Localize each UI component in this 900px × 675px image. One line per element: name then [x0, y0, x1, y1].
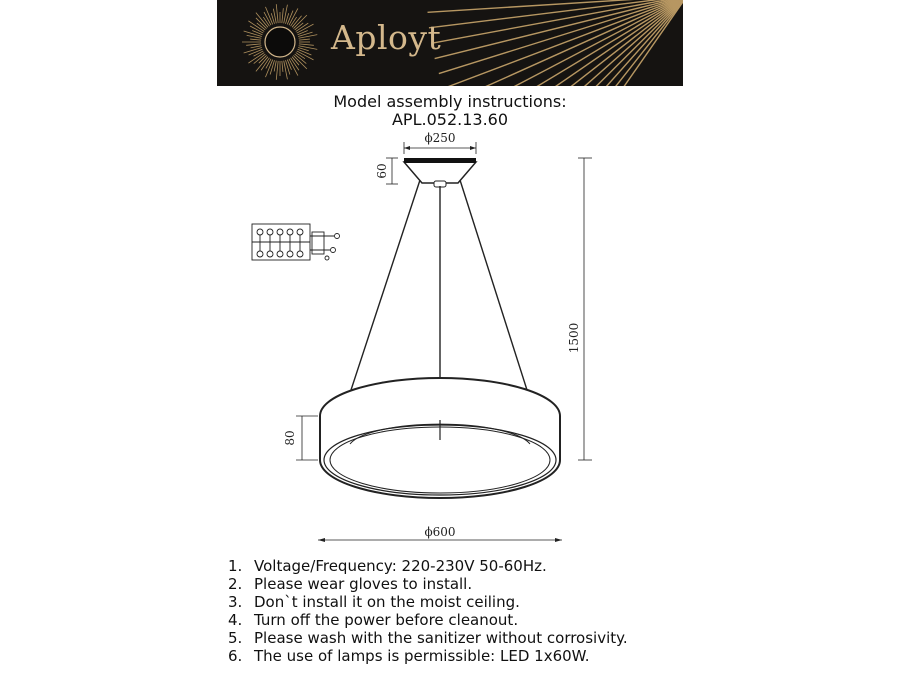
note-item: [228, 629, 628, 647]
total-height-label: 1500: [567, 322, 581, 354]
note-number: 4.: [228, 611, 243, 629]
lamp-technical-drawing: [0, 128, 900, 548]
brand-banner: [217, 0, 683, 86]
note-text: Voltage/Frequency: 220-230V 50-60Hz.: [254, 557, 547, 575]
note-text: Don`t install it on the moist ceiling.: [254, 593, 520, 611]
sunburst-logo-graphic: [217, 0, 683, 86]
canopy-height-label: 60: [375, 163, 389, 179]
ring-diameter-dimension: [318, 525, 562, 542]
canopy-height-dimension: [375, 158, 398, 184]
ring-height-dimension: [283, 416, 318, 460]
lamp-ring: [320, 378, 560, 498]
note-text: Please wear gloves to install.: [254, 575, 473, 593]
model-number: APL.052.13.60: [391, 110, 509, 129]
note-item: [228, 575, 628, 593]
brand-logo-text: Aployt: [331, 18, 442, 57]
note-item: [228, 647, 628, 665]
canopy-diameter-label: ϕ250: [424, 131, 456, 145]
note-item: [228, 557, 628, 575]
note-number: 1.: [228, 557, 243, 575]
ceiling-canopy: [404, 158, 476, 187]
ring-height-label: 80: [283, 430, 297, 446]
note-number: 6.: [228, 647, 243, 665]
total-height-dimension: [567, 158, 592, 460]
page-title: Model assembly instructions:: [333, 92, 567, 111]
note-number: 2.: [228, 575, 243, 593]
note-item: [228, 611, 628, 629]
note-text: Turn off the power before cleanout.: [254, 611, 519, 629]
note-number: 3.: [228, 593, 243, 611]
note-text: The use of lamps is permissible: LED 1x60W.: [254, 647, 590, 665]
ring-diameter-label: ϕ600: [424, 525, 456, 539]
note-text: Please wash with the sanitizer without corrosivity.: [254, 629, 628, 647]
instruction-notes-list: [228, 557, 628, 665]
canopy-diameter-dimension: [404, 131, 476, 154]
note-number: 5.: [228, 629, 243, 647]
terminal-block-wiring-diagram: [252, 224, 340, 260]
note-item: [228, 593, 628, 611]
